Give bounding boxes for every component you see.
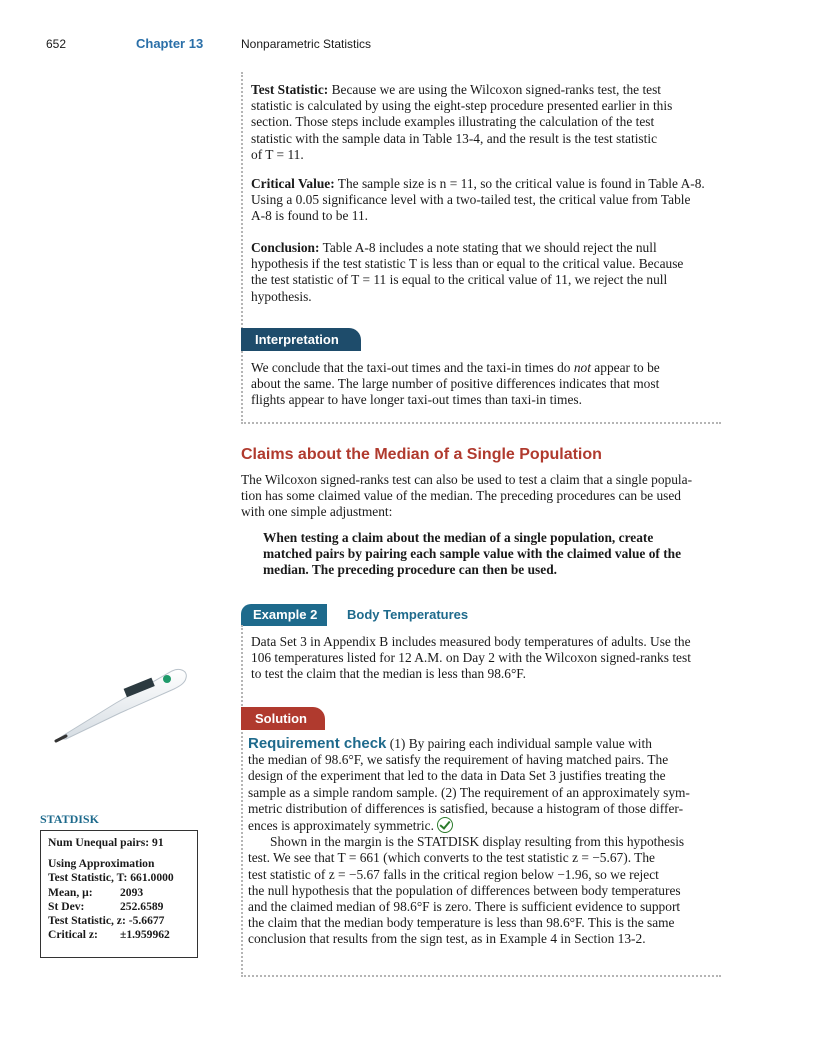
- interpretation-tab: Interpretation: [241, 328, 361, 351]
- median-intro-paragraph: The Wilcoxon signed-ranks test can also be used to test a claim that a single popula- tion has some claimed value of the median. The preceding procedures can be used with one simple adjustment:: [241, 472, 693, 520]
- interpretation-paragraph: We conclude that the taxi-out times and the taxi-in times do not appear to be about the same. The large number of positive differences indicates that most flights appear to have longer taxi-out times than taxi-in times.: [251, 360, 660, 408]
- solution-tab: Solution: [241, 707, 325, 730]
- check-icon: [437, 817, 453, 833]
- thermometer-icon: [54, 663, 194, 745]
- section-heading: Claims about the Median of a Single Population: [241, 446, 602, 463]
- statdisk-row: Mean, μ: 2093: [48, 885, 144, 899]
- critical-value-label: Critical Value:: [251, 176, 335, 191]
- solution-paragraph: Requirement check (1) By pairing each individual sample value with the median of 98.6°F, we satisfy the requirement of having matched pairs. The design of the experiment that led to the data in Data Set 3 justifies treating the sample as a simple random sample. (2) The requirement of an approximately sym- metric distribution of differences is satisfied, because a histogram of those differ- ences is approximately symmetric. Shown in the margin is the STATDISK display resulting from this hypothesis test. We see that T = 661 (which converts to the test statistic z = −5.67). The test statistic of z = −5.67 falls in the critical region below −1.96, so we reject the null hypothesis that the population of differences between body temperatures and the claimed median of 98.6°F is zero. There is sufficient evidence to support the claim that the median body temperature is less than 98.6°F. This is the same conclusion that results from the sign test, as in Example 4 in Section 13-2.: [248, 735, 690, 947]
- requirement-check-heading: Requirement check: [248, 735, 387, 752]
- test-statistic-paragraph: Test Statistic: Because we are using the Wilcoxon signed-ranks test, the test statistic is calculated by using the eight-step procedure presented earlier in this section. Those steps include examples illustrating the calculation of the test statistic with the sample data in Table 13-4, and the result is the test statistic of T = 11.: [251, 82, 673, 162]
- example-title: Body Temperatures: [347, 607, 469, 622]
- statdisk-row: Num Unequal pairs: 91: [48, 836, 164, 849]
- statdisk-row: Test Statistic, z: -5.6677: [48, 914, 165, 928]
- example-paragraph: Data Set 3 in Appendix B includes measured body temperatures of adults. Use the 106 temperatures listed for 12 A.M. on Day 2 with the Wilcoxon signed-ranks test to test the claim that the median is less than 98.6°F.: [251, 634, 691, 682]
- statdisk-display: [40, 830, 198, 958]
- conclusion-paragraph: Conclusion: Table A-8 includes a note stating that we should reject the null hypothesis if the test statistic T is less than or equal to the critical value. Because the test statistic of T = 11 is equal to the critical value of 11, we reject the null hypothesis.: [251, 240, 684, 304]
- statdisk-label: STATDISK: [40, 812, 99, 826]
- statdisk-row: Critical z: ±1.959962: [48, 928, 170, 942]
- statdisk-row: St Dev: 252.6589: [48, 899, 164, 913]
- chapter-label: Chapter 13: [136, 36, 204, 51]
- section-title: Nonparametric Statistics: [241, 37, 372, 51]
- page-number: 652: [46, 37, 67, 51]
- conclusion-label: Conclusion:: [251, 240, 320, 255]
- statdisk-row: Test Statistic, T: 661.0000: [48, 871, 174, 885]
- statdisk-row: Using Approximation: [48, 857, 155, 871]
- example-tab: Example 2: [241, 604, 327, 626]
- critical-value-paragraph: Critical Value: The sample size is n = 11, so the critical value is found in Table A-8. Using a 0.05 significance level with a two-tailed test, the critical value from Table A-8 is found to be 11.: [251, 176, 705, 224]
- test-statistic-label: Test Statistic:: [251, 82, 329, 97]
- key-rule-callout: When testing a claim about the median of a single population, create matched pairs by pairing each sample value with the claimed value of the median. The preceding procedure can then be used.: [263, 530, 682, 578]
